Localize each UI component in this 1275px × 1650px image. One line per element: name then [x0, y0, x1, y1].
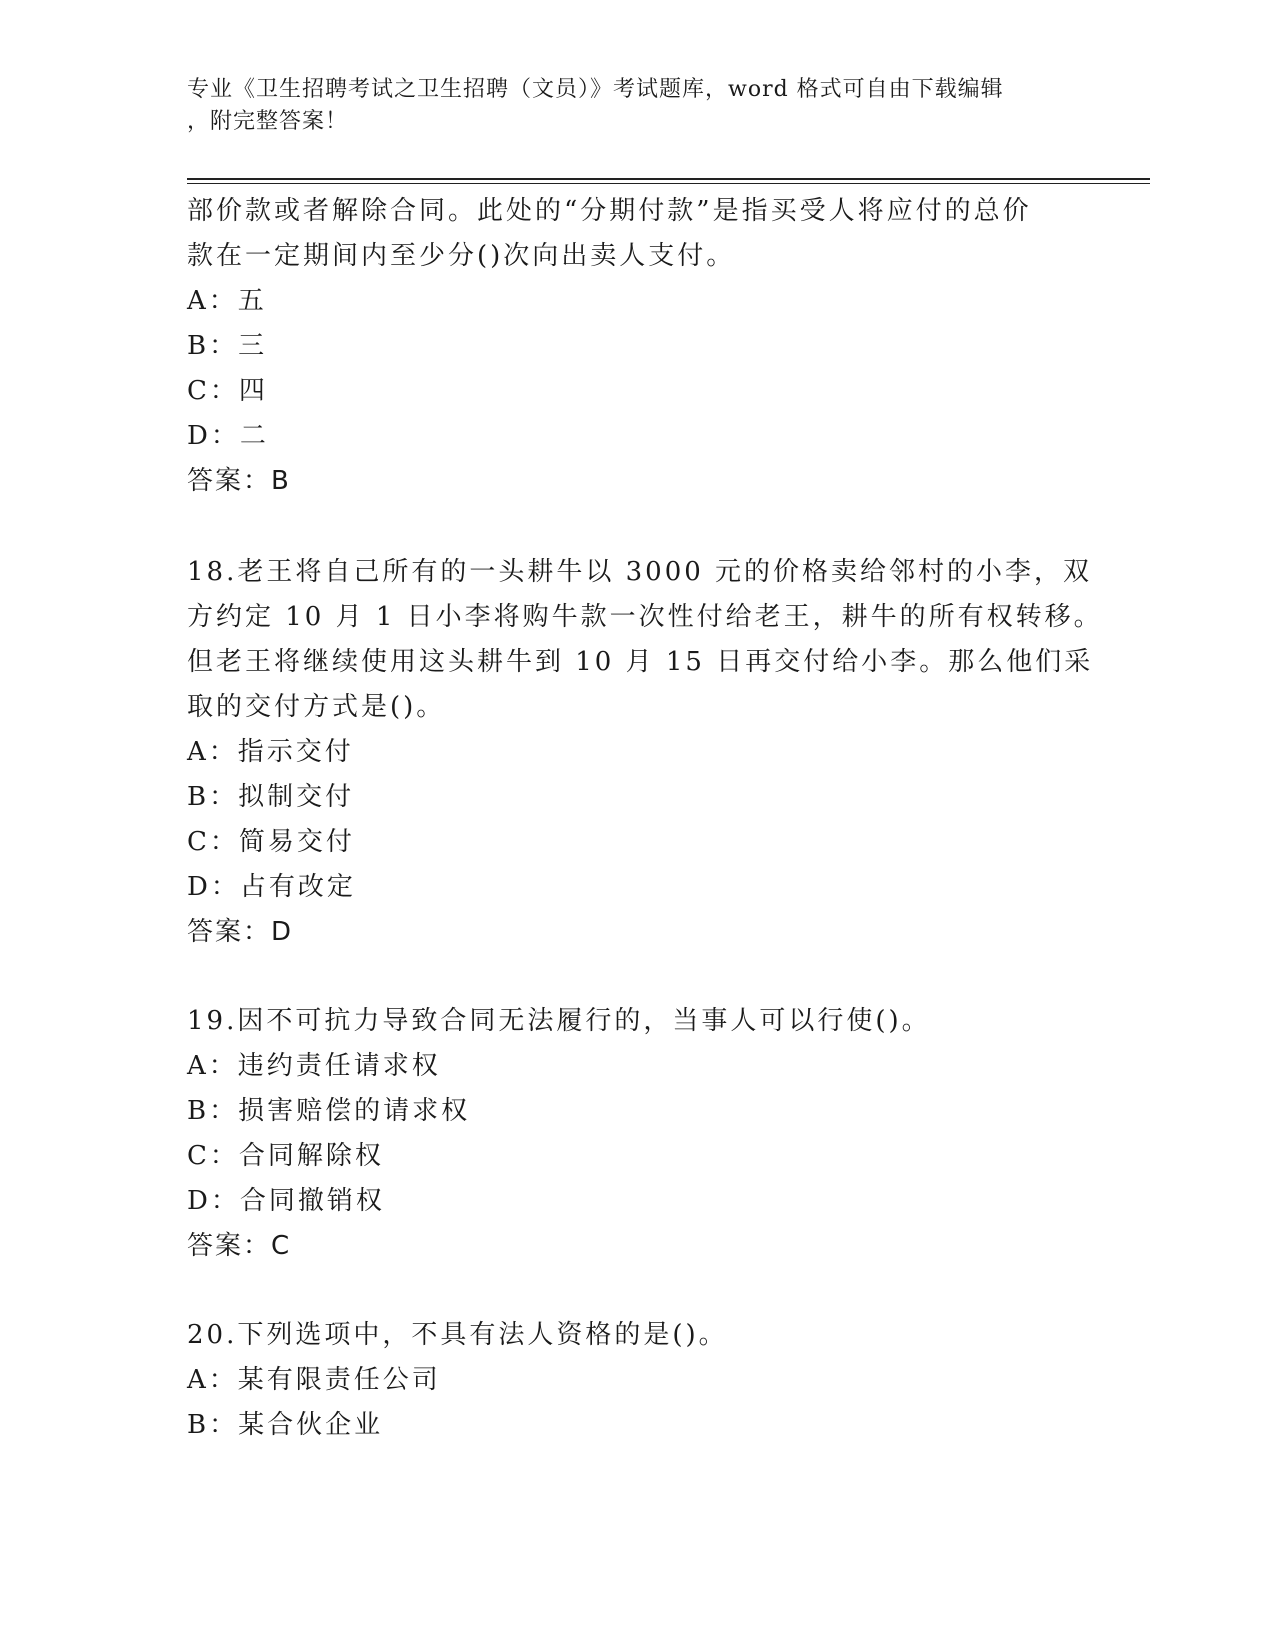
question-text-line: 取的交付方式是()。	[187, 692, 446, 722]
option-a: A：五	[187, 286, 267, 316]
question-20	[187, 1313, 1087, 1448]
option-a: A：指示交付	[187, 737, 354, 767]
question-18	[187, 550, 1103, 955]
option-d: D：占有改定	[187, 872, 356, 902]
answer-line: 答案：B	[187, 466, 291, 496]
option-a: A：某有限责任公司	[187, 1365, 441, 1395]
header-rule-thick	[187, 178, 1150, 180]
option-b: B：损害赔偿的请求权	[187, 1096, 471, 1126]
question-17-continuation	[187, 189, 1087, 504]
header-rule-thin	[187, 183, 1150, 184]
question-content	[187, 189, 1103, 1448]
question-text-line: 18.老王将自己所有的一头耕牛以 3000 元的价格卖给邻村的小李，双	[187, 557, 1093, 587]
option-b: B：某合伙企业	[187, 1410, 384, 1440]
question-text-line: 19.因不可抗力导致合同无法履行的，当事人可以行使()。	[187, 1006, 931, 1036]
option-b: B：三	[187, 331, 268, 361]
header-line-1: 专业《卫生招聘考试之卫生招聘（文员）》考试题库，word 格式可自由下载编辑	[187, 77, 1004, 102]
question-text-line: 款在一定期间内至少分()次向出卖人支付。	[187, 241, 736, 271]
option-c: C：合同解除权	[187, 1141, 384, 1171]
question-text-line: 但老王将继续使用这头耕牛到 10 月 15 日再交付给小李。那么他们采	[187, 647, 1094, 677]
option-c: C：四	[187, 376, 268, 406]
header-line-2: ，附完整答案！	[187, 109, 349, 134]
question-text-line: 部价款或者解除合同。此处的“分期付款”是指买受人将应付的总价	[187, 196, 1032, 226]
document-header	[187, 74, 1067, 138]
option-a: A：违约责任请求权	[187, 1051, 441, 1081]
option-c: C：简易交付	[187, 827, 355, 857]
question-text-line: 20.下列选项中，不具有法人资格的是()。	[187, 1320, 728, 1350]
question-19	[187, 999, 1087, 1269]
option-b: B：拟制交付	[187, 782, 355, 812]
answer-line: 答案：C	[187, 1231, 292, 1261]
answer-line: 答案：D	[187, 917, 294, 947]
option-d: D：二	[187, 421, 269, 451]
question-text-line: 方约定 10 月 1 日小李将购牛款一次性付给老王，耕牛的所有权转移。	[187, 602, 1103, 632]
option-d: D：合同撤销权	[187, 1186, 385, 1216]
